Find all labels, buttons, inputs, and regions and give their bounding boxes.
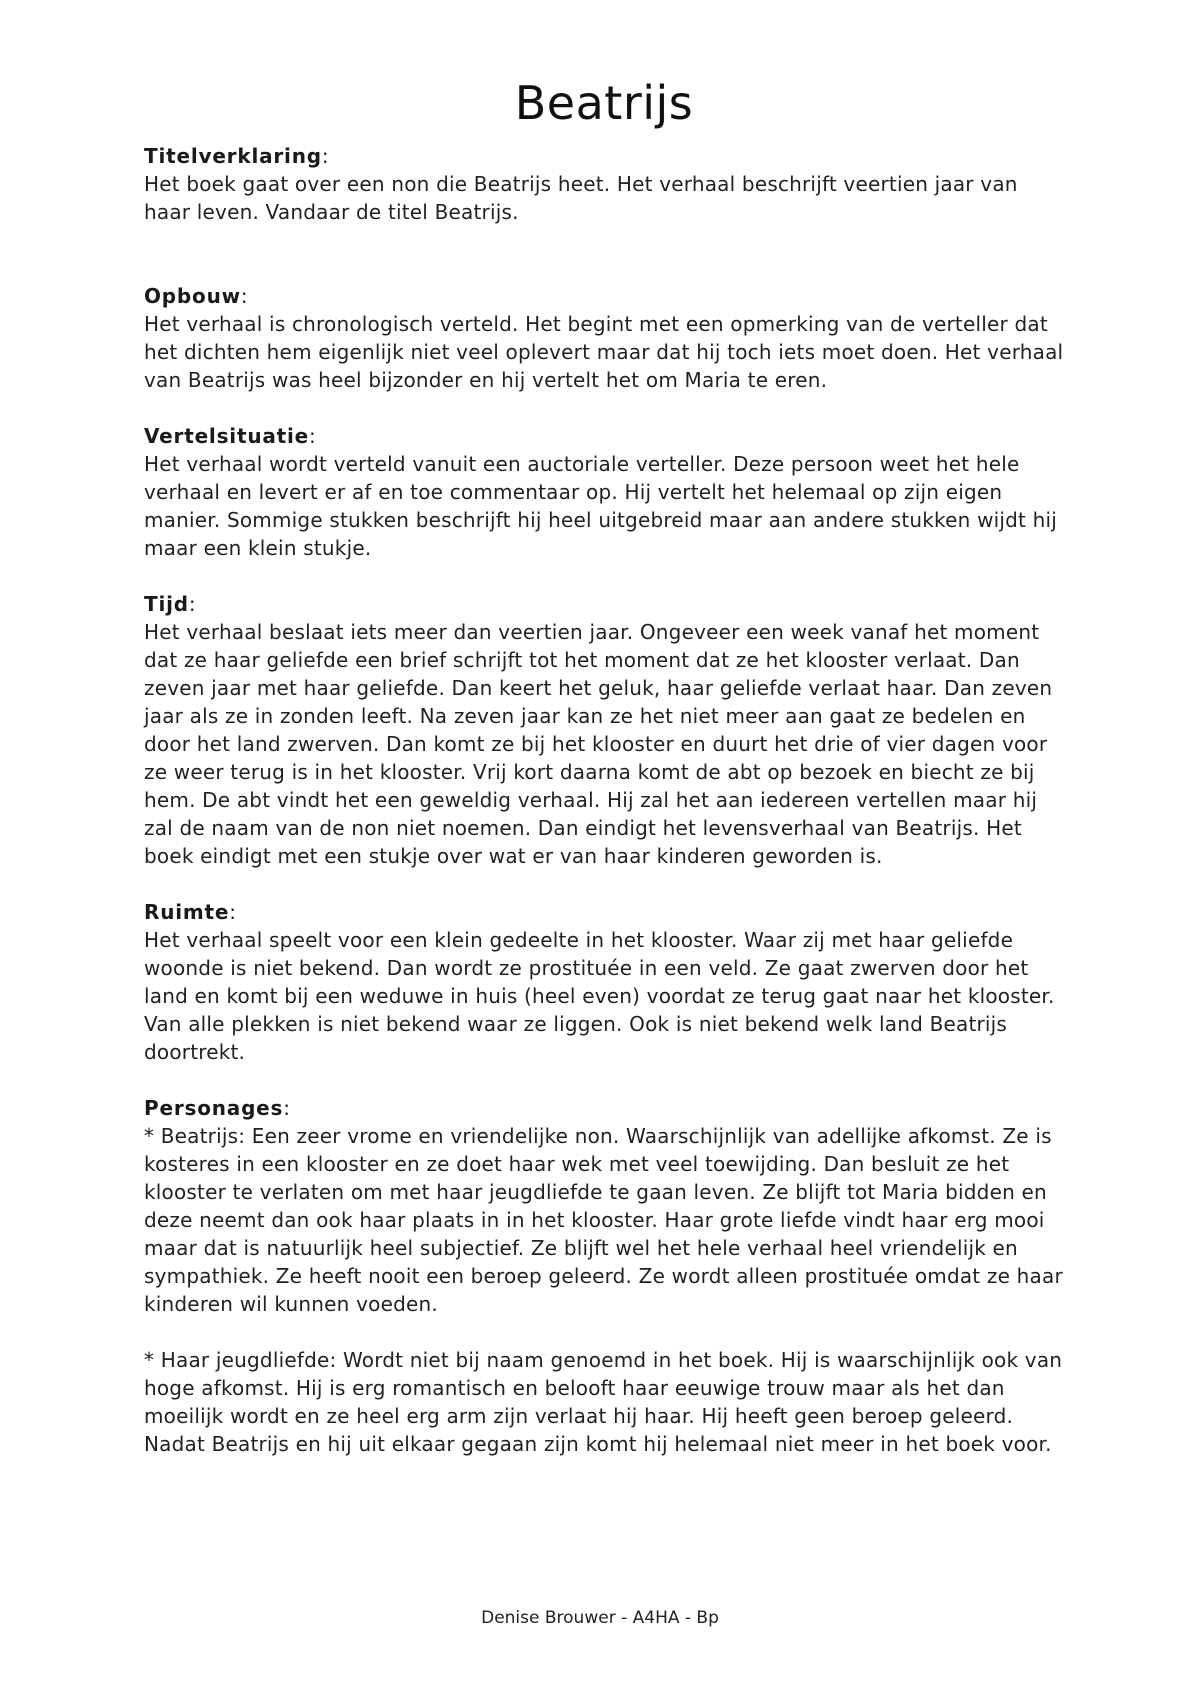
document-page [144,70,1064,1458]
section-heading [144,142,1064,170]
section-ruimte [144,898,1064,1066]
heading-text: Opbouw [144,284,241,308]
heading-colon: : [283,1096,291,1120]
section-heading [144,282,1064,310]
section-paragraph: Van alle plekken is niet bekend waar ze liggen. Ook is niet bekend welk land Beatrijs doortrekt. [144,1012,1008,1064]
section-paragraph: Het verhaal wordt verteld vanuit een auctoriale verteller. Deze persoon weet het hele verhaal en levert er af en toe commentaar op. Hij vertelt het helemaal op zijn eigen manier. Sommige stukken beschrijft hij heel uitgebreid maar aan andere stukken wijdt hij maar een klein stukje. [144,452,1058,560]
section-vertelsituatie [144,422,1064,562]
page-footer: Denise Brouwer - A4HA - Bp [481,1608,719,1628]
character-item: * Haar jeugdliefde: Wordt niet bij naam genoemd in het boek. Hij is waarschijnlijk ook van hoge afkomst. Hij is erg romantisch en belooft haar eeuwige trouw maar als het dan moeilijk wordt en ze heel erg arm zijn verlaat hij haar. Hij heeft geen beroep geleerd. Nadat Beatrijs en hij uit elkaar gegaan zijn komt hij helemaal niet meer in het boek voor. [144,1348,1063,1456]
section-paragraph: Het boek gaat over een non die Beatrijs heet. Het verhaal beschrijft veertien jaar van haar leven. Vandaar de titel Beatrijs. [144,172,1018,224]
section-paragraph: Het verhaal beslaat iets meer dan veertien jaar. Ongeveer een week vanaf het moment dat ze haar geliefde een brief schrijft tot het moment dat ze het klooster verlaat. Dan zeven jaar met haar geliefde. Dan keert het geluk, haar geliefde verlaat haar. Dan zeven jaar als ze in zonden leeft. Na zeven jaar kan ze het niet meer aan gaat ze bedelen en door het land zwerven. Dan komt ze bij het klooster en duurt het drie of vier dagen voor ze weer terug is in het klooster. Vrij kort daarna komt de abt op bezoek en biecht ze bij hem. De abt vindt het een geweldig verhaal. Hij zal het aan iedereen vertellen maar hij zal de naam van de non niet noemen. Dan eindigt het levensverhaal van Beatrijs. Het boek eindigt met een stukje over wat er van haar kinderen geworden is. [144,620,1053,868]
section-paragraph: Het verhaal is chronologisch verteld. Het begint met een opmerking van de verteller dat het dichten hem eigenlijk niet veel oplevert maar dat hij toch iets moet doen. Het verhaal van Beatrijs was heel bijzonder en hij vertelt het om Maria te eren. [144,312,1064,392]
section-heading [144,590,1064,618]
document-title: Beatrijs [514,76,694,130]
heading-colon: : [240,284,248,308]
section-titelverklaring [144,142,1064,226]
heading-text: Personages [144,1096,284,1120]
heading-colon: : [229,900,237,924]
character-item: * Beatrijs: Een zeer vrome en vriendelijke non. Waarschijnlijk van adellijke afkomst. Ze is kosteres in een klooster en ze doet haar wek met veel toewijding. Dan besluit ze het klooster te verlaten om met haar jeugdliefde te gaan leven. Ze blijft tot Maria bidden en deze neemt dan ook haar plaats in in het klooster. Haar grote liefde vindt haar erg mooi maar dat is natuurlijk heel subjectief. Ze blijft wel het hele verhaal heel vriendelijk en sympathiek. Ze heeft nooit een beroep geleerd. Ze wordt alleen prostituée omdat ze haar kinderen wil kunnen voeden. [144,1124,1063,1316]
section-personages [144,1094,1064,1458]
section-heading [144,422,1064,450]
heading-text: Vertelsituatie [144,424,310,448]
heading-text: Ruimte [144,900,230,924]
section-heading [144,898,1064,926]
heading-colon: : [321,144,329,168]
section-paragraph: Het verhaal speelt voor een klein gedeelte in het klooster. Waar zij met haar geliefde woonde is niet bekend. Dan wordt ze prostituée in een veld. Ze gaat zwerven door het land en komt bij een weduwe in huis (heel even) voordat ze terug gaat naar het klooster. [144,928,1055,1008]
section-heading [144,1094,1064,1122]
heading-text: Tijd [144,592,189,616]
heading-colon: : [188,592,196,616]
section-tijd [144,590,1064,870]
heading-colon: : [309,424,317,448]
heading-text: Titelverklaring [144,144,322,168]
section-opbouw [144,282,1064,394]
